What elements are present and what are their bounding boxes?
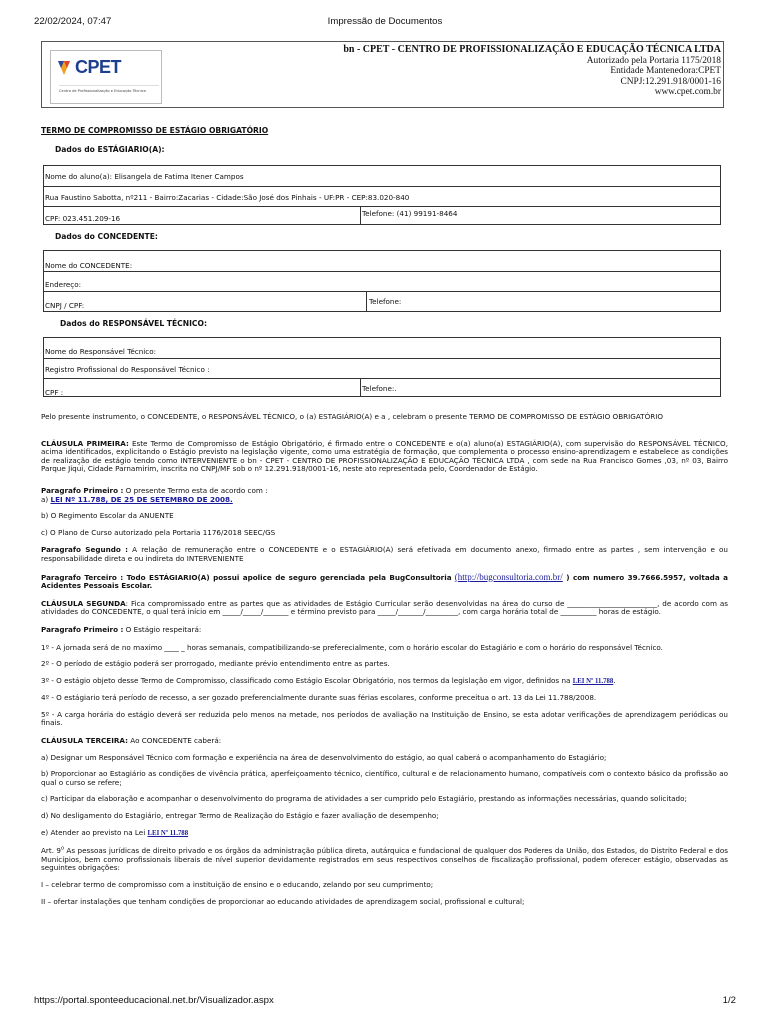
list-item: d) No desligamento do Estagiário, entregar Termo de Realização do Estágio e fazer avaliação de desempenho; — [41, 811, 439, 821]
org-line: Entidade Mantenedora:CPET — [610, 66, 721, 77]
item-prefix: a) — [41, 494, 51, 504]
logo — [50, 50, 162, 104]
intro-paragraph: Pelo presente instrumento, o CONCEDENTE, o RESPONSÁVEL TÉCNICO, o (a) ESTAGIÁRIO(A) e a , celebram o presente TERMO DE COMPROMISSO DE ESTÁGIO OBRIGATÓRIO — [41, 412, 663, 421]
org-info — [343, 45, 721, 98]
list-item: 1º - A jornada será de no maximo ____ _ horas semanais, compatibilizando-se preferecialmente, com o horário escolar do Estagiário e com o horário do responsável Técnico. — [41, 642, 663, 652]
clause-first — [41, 440, 728, 474]
logo-tagline: Centro de Profissionalização e Educação Técnica — [59, 85, 159, 93]
paragraph-first-2 — [41, 626, 728, 635]
paragraph-text: A relação de remuneração entre o CONCEDENTE e o ESTAGIÁRIO(A) será efetivada em documento anexo, firmado entre as partes , sem intervenção e ou responsabilidade direta e ou indireta do INTERVENIENTE — [41, 545, 728, 563]
table-row — [44, 378, 720, 397]
paragraph-text: O presente Termo esta de acordo com : — [123, 485, 268, 495]
article-text: As pessoas jurídicas de direito privado e os órgãos da administração pública direta, autárquica e fundacional de qualquer dos Poderes da União, dos Estados, do Distrito Federal e dos Municípios, bem como profissionais liberais de nível superior devidamente registrados em seus respectivos conselhos de fiscalização profissional, podem oferecer estágio, observadas as seguintes obrigações: — [41, 846, 728, 873]
list-item: II – ofertar instalações que tenham condições de proporcionar ao educando atividades de aprendizagem social, profissional e cultural; — [41, 896, 525, 906]
paragraph-third-text: Paragrafo Terceiro : Todo ESTÁGIARIO(A) possui apolice de seguro gerenciada pela BugConsultoria — [41, 572, 452, 582]
table-row — [44, 206, 720, 225]
list-item: 2º - O período de estágio poderá ser prorrogado, mediante prévio entendimento entre as partes. — [41, 659, 390, 669]
section-concedente-heading: Dados do CONCEDENTE: — [55, 232, 158, 241]
list-item: 4º - O estágiario terá período de recesso, a ser gozado preferencialmente durante suas férias escolares, conforme preceitua o art. 13 da Lei 11.788/2008. — [41, 693, 597, 703]
estagiario-name: Nome do aluno(a): Elisangela de Fatima Itener Campos — [45, 172, 244, 181]
letterhead — [41, 41, 724, 108]
estagiario-table — [43, 165, 721, 225]
print-footer — [34, 995, 736, 1009]
clause-label: CLÁUSULA PRIMEIRA: — [41, 438, 129, 448]
table-row — [44, 186, 720, 207]
item-text: e) Atender ao previsto na Lei — [41, 827, 148, 837]
responsavel-cpf: CPF : — [45, 388, 64, 397]
paragraph-first-item-c: c) O Plano de Curso autorizado pela Portaria 1176/2018 SEEC/GS — [41, 527, 276, 537]
org-line: www.cpet.com.br — [654, 87, 721, 98]
org-title: bn - CPET - CENTRO DE PROFISSIONALIZAÇÃO E EDUCAÇÃO TÉCNICA LTDA — [343, 44, 721, 55]
law-link[interactable]: LEI Nº 11.788, DE 25 DE SETEMBRO DE 2008. — [50, 494, 233, 504]
article-9 — [41, 847, 728, 873]
paragraph-label: Paragrafo Primeiro : — [41, 485, 124, 495]
estagiario-cpf: CPF: 023.451.209-16 — [45, 214, 121, 223]
list-item: c) Participar da elaboração e acompanhar o desenvolvimento do programa de atividades a ser cumprido pelo Estagiário, prestando as informações necessárias, quando solicitado; — [41, 794, 687, 804]
paragraph-first-item-a — [41, 496, 728, 505]
law-link[interactable]: LEI Nº 11.788 — [572, 677, 614, 685]
table-row — [44, 251, 720, 271]
table-row — [44, 358, 720, 379]
responsavel-name: Nome do Responsável Técnico: — [45, 347, 157, 356]
section-responsavel-heading: Dados do RESPONSÁVEL TÉCNICO: — [60, 319, 207, 328]
responsavel-registro: Registro Profissional do Responsável Técnico : — [45, 365, 210, 374]
clause-text: Ao CONCEDENTE caberá: — [128, 736, 222, 746]
paragraph-third-end: ) com numero 39.7666.5957, voltada a Acidentes Pessoais Escolar. — [41, 572, 728, 591]
print-title: Impressão de Documentos — [327, 16, 443, 27]
list-item: 5º - A carga horária do estágio deverá ser reduzida pelo menos na metade, nos períodos de avaliação na Instituição de Ensino, se esta adotar verificações de aprendizagem periódicas ou finais. — [41, 709, 728, 728]
concedente-phone: Telefone: — [369, 297, 402, 306]
list-item: I – celebrar termo de compromisso com a instituição de ensino e o educando, zelando por seu cumprimento; — [41, 880, 434, 889]
responsavel-phone: Telefone:. — [362, 384, 397, 393]
item-end: . — [613, 675, 616, 685]
article-ordinal: o — [60, 845, 65, 852]
estagiario-phone: Telefone: (41) 99191-8464 — [362, 209, 458, 218]
clause-second — [41, 600, 728, 617]
paragraph-first-item-b: b) O Regimento Escolar da ANUENTE — [41, 511, 174, 521]
clause-label: CLÁUSULA SEGUNDA — [41, 598, 126, 608]
section-estagiario-heading: Dados do ESTÁGIARIO(A): — [55, 145, 165, 154]
estagiario-address: Rua Faustino Sabotta, nº211 - Bairro:Zacarias - Cidade:São José dos Pinhais - UF:PR - CEP:83.020-840 — [45, 193, 410, 202]
org-line: Autorizado pela Portaria 1175/2018 — [586, 55, 721, 66]
document-title: TERMO DE COMPROMISSO DE ESTÁGIO OBRIGATÓRIO — [41, 126, 269, 135]
page-number: 1/2 — [722, 995, 736, 1006]
concedente-cnpj: CNPJ / CPF: — [45, 301, 85, 310]
concedente-name: Nome do CONCEDENTE: — [45, 261, 133, 270]
paragraph-second — [41, 546, 728, 563]
cpet-logo-icon — [57, 60, 71, 76]
item-text: 3º - O estágio objeto desse Termo de Compromisso, classificado como Estágio Escolar Obrigatório, nos termos da legislação em vigor, definidos na — [41, 675, 573, 685]
clause-text: : Fica compromissado entre as partes que as atividades de Estágio Curricular serão desenvolvidas na área do curso de _________________________, de acordo com as atividades do CONCEDENTE, o qual terá início em _____/_____/_______ e término previsto para _____/_______/_________, com carga horária total de __________ horas de estágio. — [41, 598, 728, 617]
paragraph-text: O Estágio respeitará: — [123, 624, 202, 634]
org-line: CNPJ:12.291.918/0001-16 — [620, 76, 721, 87]
concedente-table — [43, 250, 721, 312]
article-label: Art. 9 — [41, 846, 61, 856]
clause-text: Este Termo de Compromisso de Estágio Obrigatório, é firmado entre o CONCEDENTE e o(a) aluno(a) ESTAGIÁRIO(A), com supervisão do RESPONSÁVEL TÉCNICO, acima identificados, explicitando o Estágio previsto na legislação vigente, como uma estratégia de formação, que complementa o processo ensino-aprendizagem e estabelece as condições de realização de estágio tendo como INTERVENIENTE o bn - CPET - CENTRO DE PROFISSIONALIZAÇÃO E EDUCAÇÃO TÉCNICA LTDA , com sede na Rua Francisco Gomes ,03, nº 03, Bairro Parque Jiqui, Cidade Parnamirim, inscrita no CNPJ/MF sob o nº 12.291.918/0001-16, neste ato representada pelo, Coordenador de Estágio. — [41, 438, 729, 474]
paragraph-third — [41, 573, 728, 591]
clause-label: CLÁUSULA TERCEIRA: — [41, 736, 129, 746]
list-item — [41, 677, 728, 687]
table-row — [44, 166, 720, 186]
table-row — [44, 291, 720, 312]
contract-body — [41, 413, 728, 906]
paragraph-label: Paragrafo Primeiro : — [41, 624, 124, 634]
list-item: b) Proporcionar ao Estagiário as condições de vivência prática, aperfeiçoamento técnico, científico, cultural e de relacionamento humano, compatíveis com o contexto básico da profissão ao qual o curso se refere; — [41, 769, 728, 787]
table-row — [44, 338, 720, 358]
logo-text: CPET — [75, 57, 122, 77]
list-item: a) Designar um Responsável Técnico com formação e experiência na área de desenvolvimento do estágio, ao qual caberá o acompanhamento do Estagiário; — [41, 752, 607, 762]
responsavel-table — [43, 337, 721, 397]
table-row — [44, 271, 720, 292]
print-url: https://portal.sponteeducacional.net.br/Visualizador.aspx — [34, 995, 274, 1006]
clause-third — [41, 737, 728, 746]
law-link[interactable]: LEI Nº 11.788 — [147, 829, 189, 837]
print-header — [34, 16, 736, 30]
paragraph-label: Paragrafo Segundo : — [41, 545, 129, 555]
print-datetime: 22/02/2024, 07:47 — [34, 16, 112, 27]
concedente-address: Endereço: — [45, 280, 82, 289]
bugconsultoria-link[interactable]: (http://bugconsultoria.com.br/ — [454, 571, 563, 582]
list-item — [41, 829, 728, 839]
